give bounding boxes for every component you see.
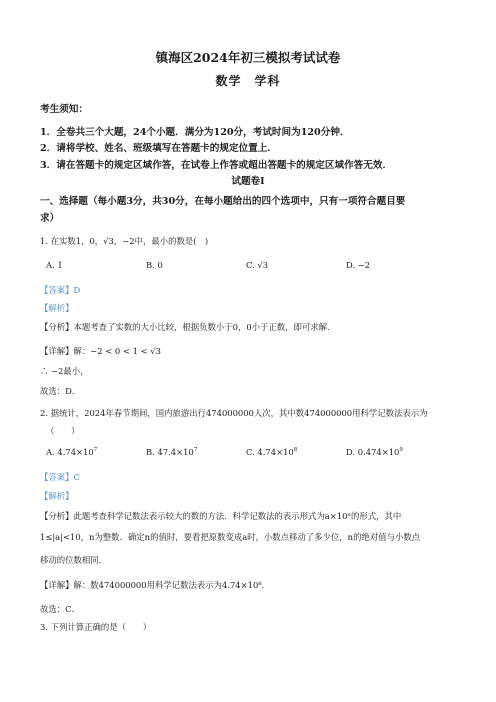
q2-analysis-line-2: 1≤|a|<10，n为整数．确定n的值时，要看把原数变成a时，小数点移动了多少位，n的绝对值与小数点 bbox=[40, 532, 421, 542]
q1-option-a: A. 1 bbox=[46, 260, 63, 270]
q2-option-c: C. $4.74\times 10^8$ bbox=[246, 447, 298, 457]
q2-option-d: D. $0.474\times 10^9$ bbox=[346, 447, 403, 457]
notice-item-3: 3．请在答题卡的规定区域作答，在试卷上作答或超出答题卡的规定区域作答无效． bbox=[40, 160, 393, 171]
q2-option-a: A. $4.74\times 10^7$ bbox=[46, 447, 98, 457]
q2-choose: 故选：C． bbox=[40, 604, 80, 614]
q3-stem: 3. 下列计算正确的是（ ） bbox=[40, 622, 152, 632]
q2-answer: 【答案】C bbox=[40, 472, 80, 482]
notice-item-1: 1．全卷共三个大题，24个小题．满分为120分，考试时间为120分钟． bbox=[40, 127, 350, 138]
q2-option-b: B. $47.4\times 10^7$ bbox=[146, 447, 198, 457]
q2-analysis-line-3: 移动的位数相同． bbox=[40, 555, 107, 565]
q1-therefore: ∴ −2最小， bbox=[40, 366, 89, 376]
exam-subject: 数学 学科 bbox=[215, 74, 281, 88]
q2-stem: 2. 据统计，2024年春节期间，国内旅游出行474000000人次，其中数474000000用科学记数法表示为 bbox=[40, 408, 428, 418]
q1-answer: 【答案】D bbox=[40, 285, 81, 295]
q2-stem-paren: （ ） bbox=[46, 426, 80, 436]
q1-analysis: 【分析】本题考查了实数的大小比较，根据负数小于0，0小于正数，即可求解． bbox=[40, 322, 336, 332]
q1-analysis-tag: 【解析】 bbox=[40, 303, 74, 313]
q1-choose: 故选：D． bbox=[40, 386, 81, 396]
q1-option-d: D. −2 bbox=[346, 260, 371, 270]
q1-option-b: B. 0 bbox=[146, 260, 163, 270]
q2-analysis-tag: 【解析】 bbox=[40, 491, 74, 501]
q2-analysis-line-1: 【分析】此题考查科学记数法表示较大的数的方法．科学记数法的表示形式为a×10ⁿ的形式，其中 bbox=[40, 511, 402, 521]
notice-item-2: 2．请将学校、姓名、班级填写在答题卡的规定位置上． bbox=[40, 143, 277, 154]
section-1-heading-cont: 求） bbox=[40, 213, 60, 224]
q1-detail: 【详解】解：−2 < 0 < 1 < √3 bbox=[40, 346, 161, 356]
section-1-heading: 一、选择题（每小题3分，共30分，在每小题给出的四个选项中，只有一项符合题目要 bbox=[40, 196, 406, 207]
q1-stem: 1. 在实数1，0，√3，−2中，最小的数是( ) bbox=[40, 236, 209, 246]
notice-heading: 考生须知： bbox=[40, 104, 88, 115]
exam-title: 镇海区2024年初三模拟考试试卷 bbox=[155, 50, 341, 65]
q1-option-c: C. √3 bbox=[246, 260, 269, 270]
paper-label: 试题卷Ⅰ bbox=[231, 176, 265, 187]
q2-detail: 【详解】解：数474000000用科学记数法表示为4.74×10⁸． bbox=[40, 580, 271, 590]
